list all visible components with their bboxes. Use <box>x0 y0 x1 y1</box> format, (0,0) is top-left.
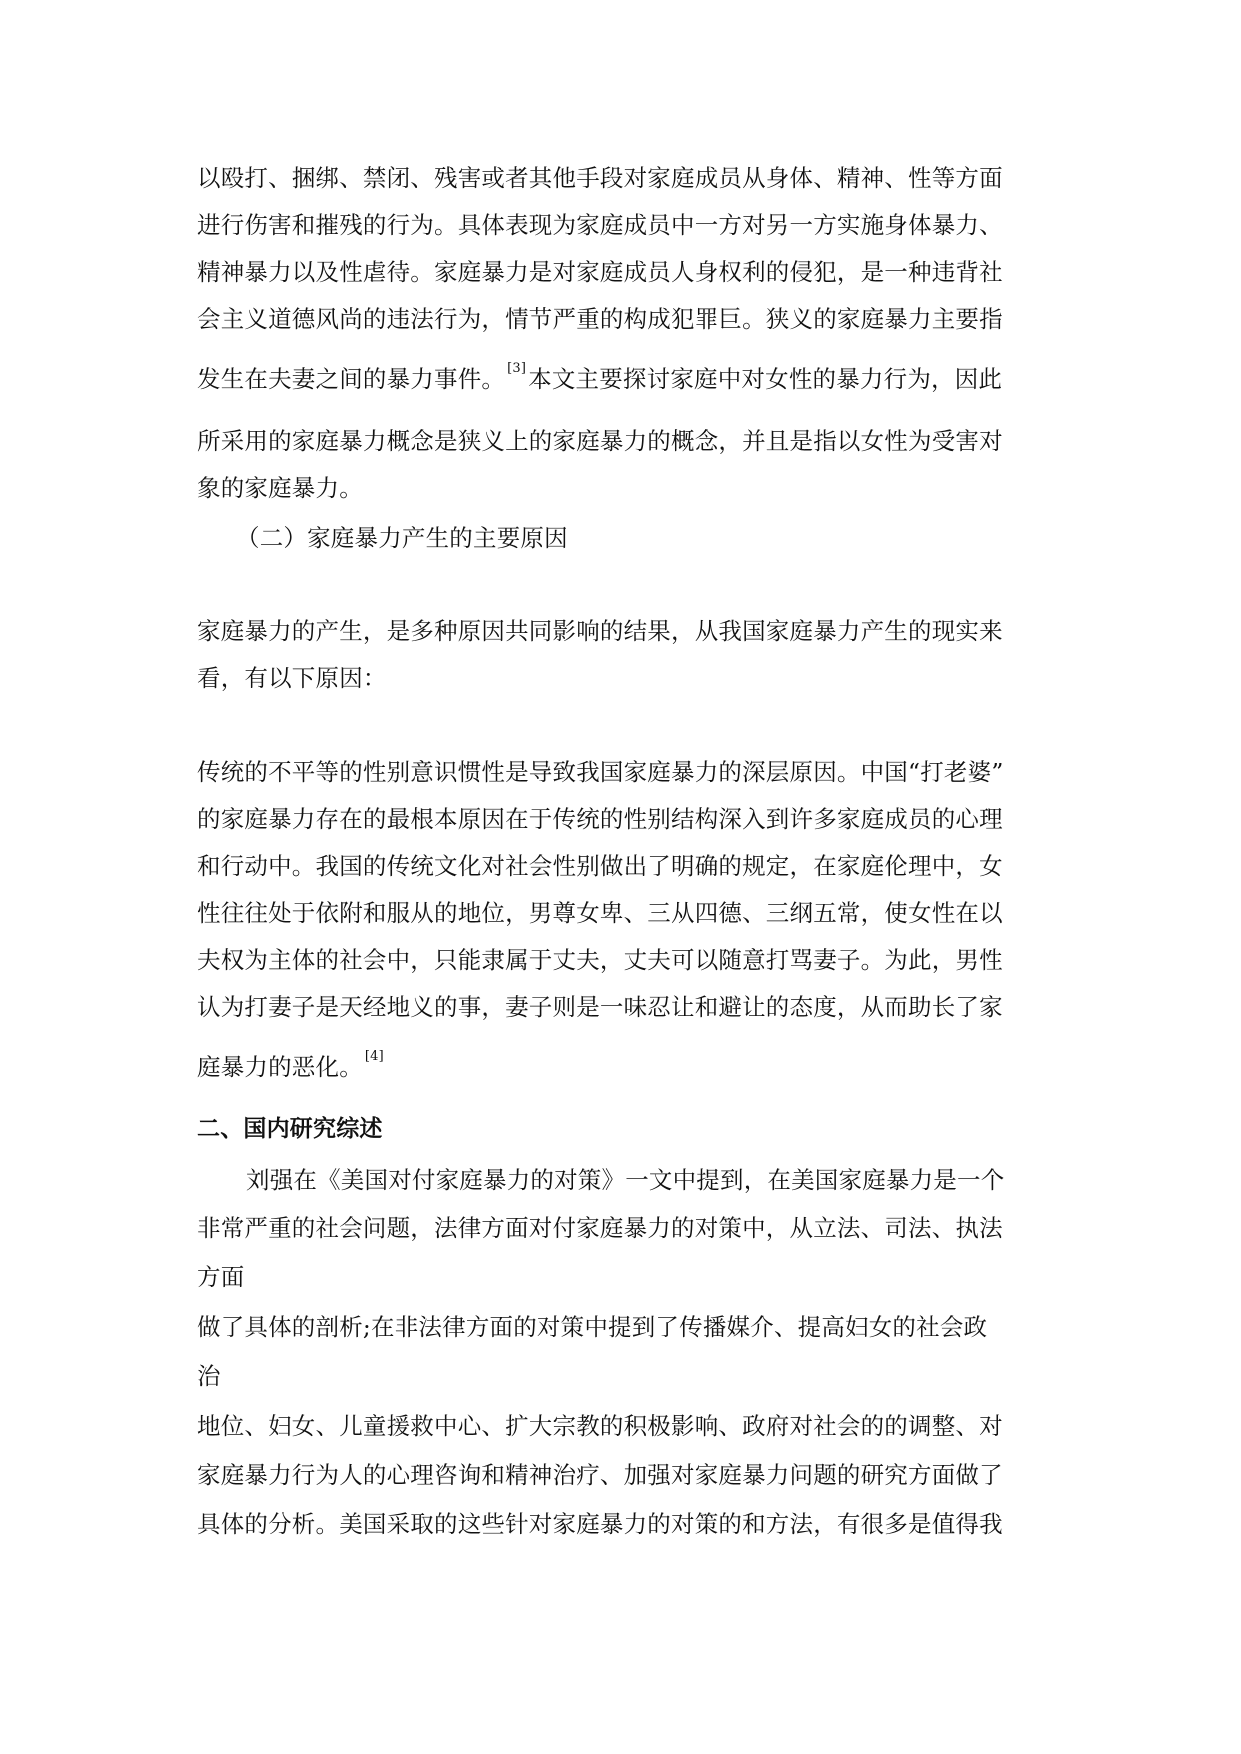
paragraph-line: 看，有以下原因： <box>197 664 387 692</box>
paragraph-line: 象的家庭暴力。 <box>197 474 363 502</box>
paragraph-text: 发生在夫妻之间的暴力事件。 <box>197 365 506 393</box>
paragraph-line: 治 <box>197 1362 221 1390</box>
paragraph-line: 非常严重的社会问题，法律方面对付家庭暴力的对策中，从立法、司法、执法 <box>197 1214 1003 1242</box>
paragraph-line: 所采用的家庭暴力概念是狭义上的家庭暴力的概念，并且是指以女性为受害对 <box>197 427 1003 455</box>
paragraph-line <box>197 1044 1057 1090</box>
paragraph-line: 夫权为主体的社会中，只能隶属于丈夫，丈夫可以随意打骂妻子。为此，男性 <box>197 946 1003 974</box>
paragraph-line: 性往往处于依附和服从的地位，男尊女卑、三从四德、三纲五常，使女性在以 <box>197 899 1003 927</box>
paragraph-line: 的家庭暴力存在的最根本原因在于传统的性别结构深入到许多家庭成员的心理 <box>197 805 1003 833</box>
paragraph-line: 家庭暴力的产生，是多种原因共同影响的结果，从我国家庭暴力产生的现实来 <box>197 617 1003 645</box>
section-heading: 二、国内研究综述 <box>197 1116 383 1142</box>
paragraph-line <box>197 356 1057 402</box>
paragraph-line: 方面 <box>197 1263 245 1291</box>
paragraph-line: 传统的不平等的性别意识惯性是导致我国家庭暴力的深层原因。中国“打老婆” <box>197 758 1004 786</box>
paragraph-line: 以殴打、捆绑、禁闭、残害或者其他手段对家庭成员从身体、精神、性等方面 <box>197 164 1003 192</box>
paragraph-line: 家庭暴力行为人的心理咨询和精神治疗、加强对家庭暴力问题的研究方面做了 <box>197 1461 1003 1489</box>
paragraph-line: 进行伤害和摧残的行为。具体表现为家庭成员中一方对另一方实施身体暴力、 <box>197 211 1003 239</box>
paragraph-line: 地位、妇女、儿童援救中心、扩大宗教的积极影响、政府对社会的的调整、对 <box>197 1412 1003 1440</box>
paragraph-line: 和行动中。我国的传统文化对社会性别做出了明确的规定，在家庭伦理中，女 <box>197 852 1003 880</box>
paragraph-line: 认为打妻子是天经地义的事，妻子则是一味忍让和避让的态度，从而助长了家 <box>197 993 1003 1021</box>
paragraph-text: 庭暴力的恶化。 <box>197 1053 363 1081</box>
citation-ref: [4] <box>364 1049 384 1064</box>
paragraph-text: 本文主要探讨家庭中对女性的暴力行为，因此 <box>528 365 1003 393</box>
paragraph-line: 精神暴力以及性虐待。家庭暴力是对家庭成员人身权利的侵犯，是一种违背社 <box>197 258 1003 286</box>
paragraph-line: 具体的分析。美国采取的这些针对家庭暴力的对策的和方法，有很多是值得我 <box>197 1510 1003 1538</box>
paragraph-line: 刘强在《美国对付家庭暴力的对策》一文中提到，在美国家庭暴力是一个 <box>246 1166 1005 1194</box>
section-subheading: （二）家庭暴力产生的主要原因 <box>236 524 568 552</box>
paragraph-line: 会主义道德风尚的违法行为，情节严重的构成犯罪巨。狭义的家庭暴力主要指 <box>197 305 1003 333</box>
citation-ref: [3] <box>507 361 527 376</box>
paragraph-line: 做了具体的剖析;在非法律方面的对策中提到了传播媒介、提高妇女的社会政 <box>197 1313 988 1341</box>
